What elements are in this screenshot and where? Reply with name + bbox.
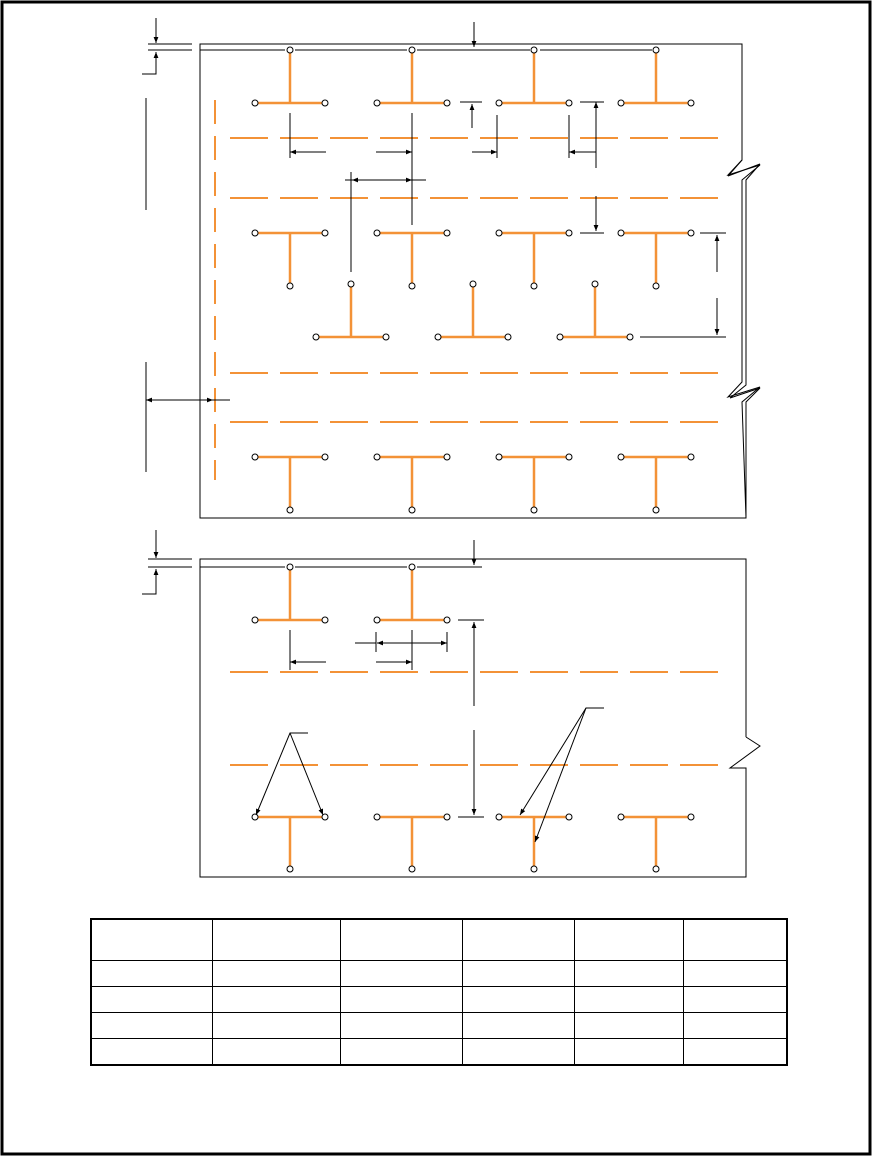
sprinkler-head-icon (531, 47, 537, 53)
branch-row-2 (255, 233, 691, 286)
sprinkler-head-icon (322, 617, 328, 623)
sprinkler-head-icon (592, 281, 598, 287)
sprinkler-head-icon (287, 283, 293, 289)
sprinkler-head-icon (383, 334, 389, 340)
sprinkler-head-icon (409, 283, 415, 289)
sprinkler-head-icon (252, 100, 258, 106)
table-cell (683, 987, 787, 1013)
upper-plan (142, 18, 760, 518)
table-header-cell (462, 919, 574, 961)
table-cell (462, 1013, 574, 1039)
table-row (91, 961, 787, 987)
table-cell (340, 961, 462, 987)
sprinkler-head-icon (566, 814, 572, 820)
sprinkler-head-icon (409, 866, 415, 872)
sprinkler-head-icon (653, 47, 659, 53)
table-header-cell (574, 919, 683, 961)
sprinkler-head-icon (313, 334, 319, 340)
table-cell (91, 987, 212, 1013)
sprinkler-heads-lower (252, 564, 694, 872)
sprinkler-head-icon (374, 230, 380, 236)
sprinkler-head-icon (444, 454, 450, 460)
sprinkler-head-icon (653, 283, 659, 289)
sprinkler-head-icon (505, 334, 511, 340)
sprinkler-head-icon (496, 814, 502, 820)
sprinkler-head-icon (618, 454, 624, 460)
sprinkler-head-icon (322, 230, 328, 236)
sprinkler-heads-upper (252, 47, 694, 513)
sprinkler-head-icon (496, 100, 502, 106)
table-cell (91, 961, 212, 987)
sprinkler-head-icon (444, 814, 450, 820)
leader-arrow-icon (520, 708, 604, 815)
dimension-lines-lower (142, 530, 604, 842)
sprinkler-head-icon (444, 617, 450, 623)
sprinkler-head-icon (322, 454, 328, 460)
sprinkler-head-icon (252, 814, 258, 820)
table-cell (340, 1039, 462, 1066)
lower-plan-outline (200, 559, 760, 877)
sprinkler-head-icon (409, 564, 415, 570)
sprinkler-head-icon (653, 866, 659, 872)
table-row (91, 987, 787, 1013)
dimension-lines-upper (142, 18, 726, 472)
sprinkler-head-icon (348, 281, 354, 287)
sprinkler-head-icon (531, 507, 537, 513)
sprinkler-head-icon (557, 334, 563, 340)
table-cell (91, 1013, 212, 1039)
sprinkler-head-icon (496, 454, 502, 460)
leader-arrow-icon (290, 733, 323, 815)
branch-row-1 (255, 50, 691, 103)
table-cell (340, 1013, 462, 1039)
table-row (91, 1039, 787, 1066)
sprinkler-head-icon (496, 230, 502, 236)
table-cell (212, 961, 340, 987)
table-cell (212, 1013, 340, 1039)
table-cell (462, 1039, 574, 1066)
sprinkler-head-icon (374, 100, 380, 106)
branch-row-4 (255, 457, 691, 510)
table-cell (574, 1013, 683, 1039)
table-cell (212, 987, 340, 1013)
table-cell (574, 961, 683, 987)
dashed-pipe-lines-lower (230, 672, 730, 765)
sprinkler-head-icon (618, 230, 624, 236)
sprinkler-head-icon (435, 334, 441, 340)
sprinkler-head-icon (566, 230, 572, 236)
sprinkler-head-icon (444, 100, 450, 106)
table-header-cell (340, 919, 462, 961)
sprinkler-head-icon (322, 100, 328, 106)
sprinkler-head-icon (618, 100, 624, 106)
table-cell (683, 1013, 787, 1039)
leader-arrow-icon (256, 733, 308, 815)
table-cell (574, 1039, 683, 1066)
table-cell (683, 1039, 787, 1066)
sprinkler-head-icon (688, 454, 694, 460)
table-header-cell (91, 919, 212, 961)
table-cell (340, 987, 462, 1013)
table-header-cell (683, 919, 787, 961)
sprinkler-head-icon (409, 507, 415, 513)
sprinkler-head-icon (374, 814, 380, 820)
table-cell (462, 961, 574, 987)
sprinkler-head-icon (287, 47, 293, 53)
sprinkler-head-icon (252, 617, 258, 623)
sprinkler-head-icon (252, 454, 258, 460)
sprinkler-head-icon (653, 507, 659, 513)
branch-row-3 (316, 284, 630, 337)
sprinkler-head-icon (287, 564, 293, 570)
schedule-table (90, 918, 788, 1066)
sprinkler-head-icon (470, 281, 476, 287)
table-header-cell (212, 919, 340, 961)
sprinkler-head-icon (444, 230, 450, 236)
table-cell (212, 1039, 340, 1066)
sprinkler-head-icon (531, 283, 537, 289)
table-header-row (91, 919, 787, 961)
sprinkler-head-icon (566, 100, 572, 106)
sprinkler-head-icon (252, 230, 258, 236)
sprinkler-head-icon (409, 47, 415, 53)
sprinkler-head-icon (627, 334, 633, 340)
sprinkler-head-icon (688, 814, 694, 820)
sprinkler-head-icon (374, 617, 380, 623)
table-cell (462, 987, 574, 1013)
sprinkler-head-icon (374, 454, 380, 460)
sprinkler-head-icon (531, 866, 537, 872)
sprinkler-head-icon (688, 230, 694, 236)
table-row (91, 1013, 787, 1039)
branch-row-6 (255, 817, 691, 869)
sprinkler-head-icon (287, 507, 293, 513)
sprinkler-head-icon (566, 454, 572, 460)
sprinkler-head-icon (618, 814, 624, 820)
sprinkler-head-icon (287, 866, 293, 872)
table-cell (683, 961, 787, 987)
lower-plan (142, 530, 760, 877)
table-cell (91, 1039, 212, 1066)
table-cell (574, 987, 683, 1013)
branch-row-5 (255, 567, 447, 620)
leader-arrow-icon (535, 708, 586, 842)
upper-plan-outline (200, 44, 760, 518)
sprinkler-head-icon (688, 100, 694, 106)
